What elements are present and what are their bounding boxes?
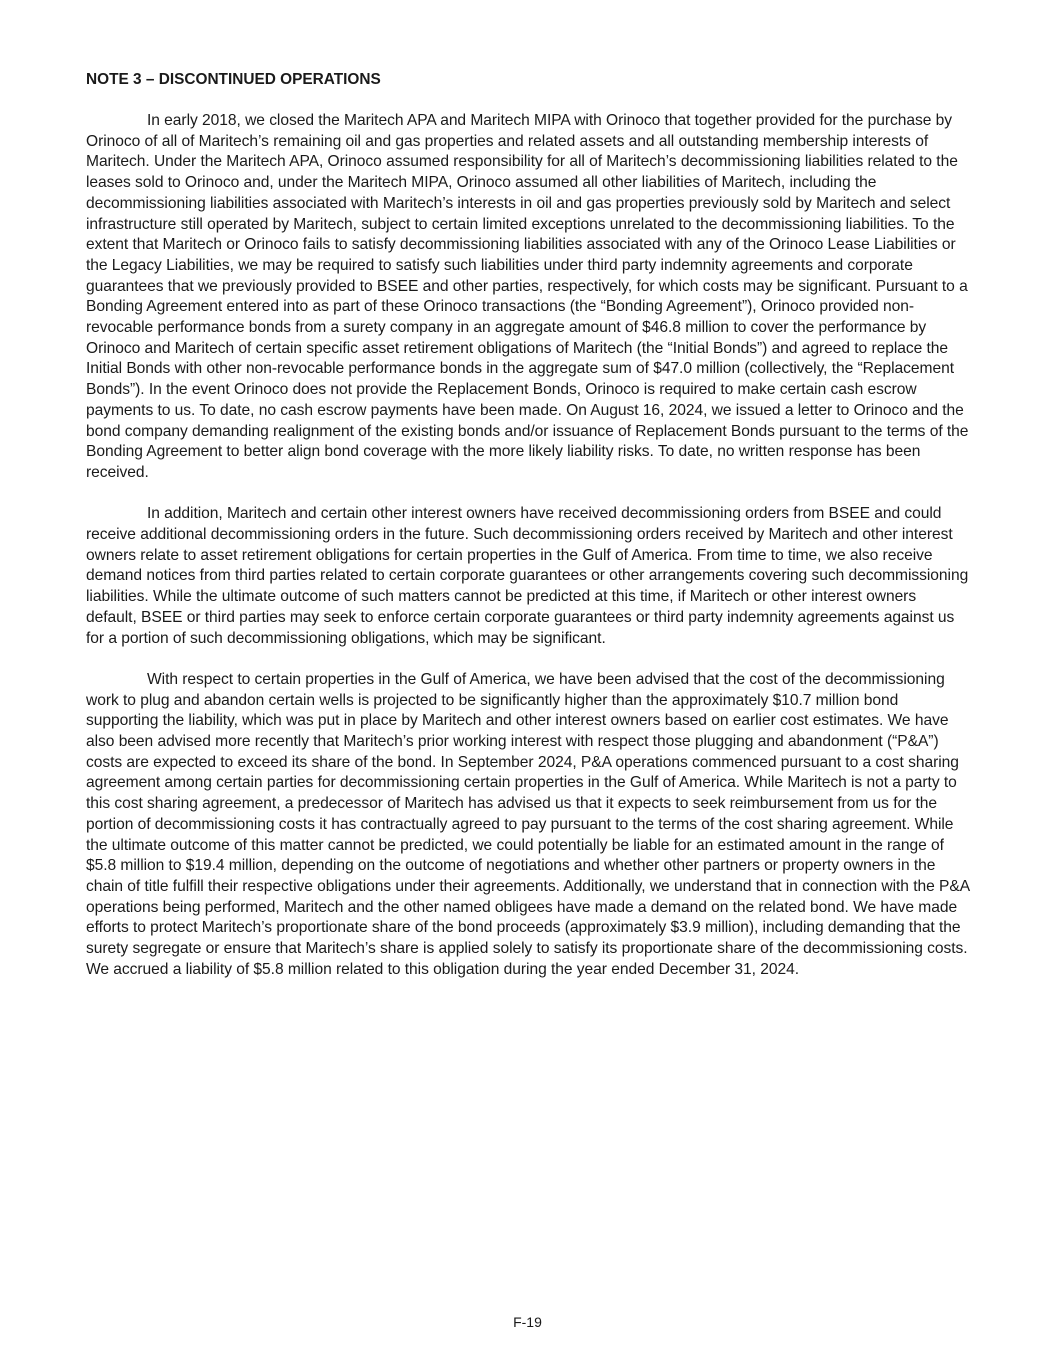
page-number: F-19 [513, 1314, 542, 1330]
paragraph-gulf-properties: With respect to certain properties in the Gulf of America, we have been advised that the cost of the decommissioning work to plug and abandon certain wells is projected to be significantly higher than the approximately $10.7 million bond supporting the liability, which was put in place by Maritech and other interest owners based on earlier cost estimates. We have also been advised more recently that Maritech’s prior working interest with respect those plugging and abandonment (“P&A”) costs are expected to exceed its share of the bond. In September 2024, P&A operations commenced pursuant to a cost sharing agreement among certain parties for decommissioning certain properties in the Gulf of America. While Maritech is not a party to this cost sharing agreement, a predecessor of Maritech has advised us that it expects to seek reimbursement from us for the portion of decommissioning costs it has contractually agreed to pay pursuant to the terms of the cost sharing agreement. While the ultimate outcome of this matter cannot be predicted, we could potentially be liable for an estimated amount in the range of $5.8 million to $19.4 million, depending on the outcome of negotiations and whether other partners or property owners in the chain of title fulfill their respective obligations under their agreements. Additionally, we understand that in connection with the P&A operations being performed, Maritech and the other named obligees have made a demand on the related bond. We have made efforts to protect Maritech’s proportionate share of the bond proceeds (approximately $3.9 million), including demanding that the surety segregate or ensure that Maritech’s share is applied solely to satisfy its proportionate share of the decommissioning costs. We accrued a liability of $5.8 million related to this obligation during the year ended December 31, 2024. [86, 670, 970, 978]
note-heading: NOTE 3 – DISCONTINUED OPERATIONS [86, 71, 381, 88]
document-page [86, 70, 970, 1001]
paragraph-maritech-sale: In early 2018, we closed the Maritech APA and Maritech MIPA with Orinoco that together provided for the purchase by Orinoco of all of Maritech’s remaining oil and gas properties and related assets and all outstanding membership interests of Maritech. Under the Maritech APA, Orinoco assumed responsibility for all of Maritech’s decommissioning liabilities related to the leases sold to Orinoco and, under the Maritech MIPA, Orinoco assumed all other liabilities of Maritech, including the decommissioning liabilities associated with Maritech’s interests in oil and gas properties previously sold by Maritech and select infrastructure still operated by Maritech, subject to certain limited exceptions unrelated to the decommissioning liabilities. To the extent that Maritech or Orinoco fails to satisfy decommissioning liabilities associated with any of the Orinoco Lease Liabilities or the Legacy Liabilities, we may be required to satisfy such liabilities under third party indemnity agreements and corporate guarantees that we previously provided to BSEE and other parties, respectively, for which costs may be significant. Pursuant to a Bonding Agreement entered into as part of these Orinoco transactions (the “Bonding Agreement”), Orinoco provided non-revocable performance bonds from a surety company in an aggregate amount of $46.8 million to cover the performance by Orinoco and Maritech of certain specific asset retirement obligations of Maritech (the “Initial Bonds”) and agreed to replace the Initial Bonds with other non-revocable performance bonds in the aggregate sum of $47.0 million (collectively, the “Replacement Bonds”). In the event Orinoco does not provide the Replacement Bonds, Orinoco is required to make certain cash escrow payments to us. To date, no cash escrow payments have been made. On August 16, 2024, we issued a letter to Orinoco and the bond company demanding realignment of the existing bonds and/or issuance of Replacement Bonds pursuant to the terms of the Bonding Agreement to better align bond coverage with the more likely liability risks. To date, no written response has been received. [86, 112, 969, 481]
paragraph-decommissioning-orders: In addition, Maritech and certain other interest owners have received decommissioning orders from BSEE and could receive additional decommissioning orders in the future. Such decommissioning orders received by Maritech and other interest owners relate to asset retirement obligations for certain properties in the Gulf of America. From time to time, we also receive demand notices from third parties related to certain corporate guarantees or other arrangements covering such decommissioning liabilities. While the ultimate outcome of such matters cannot be predicted at this time, if Maritech or other interest owners default, BSEE or third parties may seek to enforce certain corporate guarantees or third party indemnity agreements against us for a portion of such decommissioning obligations, which may be significant. [86, 505, 969, 647]
